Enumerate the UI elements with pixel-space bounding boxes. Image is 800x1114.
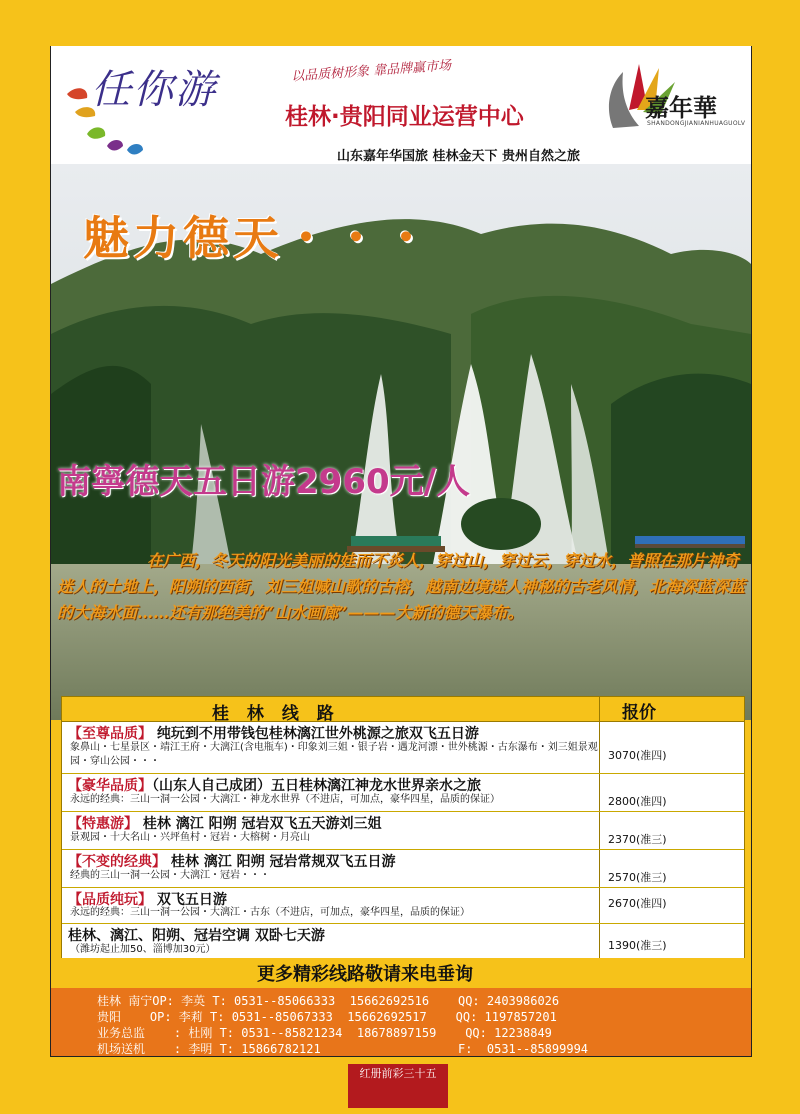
footer-tag-text: 红册前彩三十五 (359, 1067, 437, 1080)
route-tag: 【不变的经典】 (68, 854, 166, 870)
route-name: 桂林、漓江、阳朔、冠岩空调 双卧七天游 (68, 928, 325, 944)
contact-line: 业务总监 : 杜刚 T: 0531--85821234 18678897159 QQ: 12238849 (97, 1026, 552, 1040)
route-detail: 永远的经典：三山一洞一公园・大漓江・神龙水世界（不进店，可加点，豪华四星，品质的保证） (70, 794, 500, 805)
right-logo-text: 嘉年華 (645, 93, 717, 122)
route-tag: 【至尊品质】 (68, 726, 152, 742)
route-title (68, 813, 382, 833)
brand-name: 任你游 (91, 67, 217, 113)
route-detail: 景观园・十大名山・兴坪鱼村・冠岩・大榕树・月亮山 (70, 832, 310, 843)
table-row (62, 811, 744, 850)
table-row (62, 721, 744, 774)
route-detail: 经典的三山一洞一公园・大漓江・冠岩・・・ (70, 870, 270, 881)
route-table (61, 696, 745, 960)
contact-bar (51, 988, 751, 1056)
center-title: 桂林·贵阳同业运营中心 (285, 104, 524, 130)
route-name: 桂林 漓江 阳朔 冠岩双飞五天游刘三姐 (142, 816, 382, 832)
hero-title: 魅力德天・・・ (83, 211, 433, 265)
right-logo-sub: SHANDONGJIANIANHUAGUOLV (647, 120, 746, 127)
route-name: 桂林 漓江 阳朔 冠岩常规双飞五日游 (170, 854, 396, 870)
route-price: 2800(准四) (608, 795, 667, 808)
route-price: 2370(准三) (608, 833, 667, 846)
route-title (68, 723, 479, 743)
route-detail: （潍坊起止加50、淄博加30元） (70, 944, 216, 955)
route-detail: 象鼻山・七星景区・靖江王府・大漓江(含电瓶车)・印象刘三姐・银子岩・遇龙河漂・世外桃源・古东瀑布・刘三姐景观园・穿山公园・・・ (70, 742, 598, 767)
contact-line: 贵阳 OP: 李莉 T: 0531--85067333 15662692517 QQ: 1197857201 (97, 1010, 557, 1024)
poster (50, 46, 752, 1057)
footer-tag (348, 1064, 448, 1108)
slogan: 以品质树形象 靠品牌赢市场 (290, 58, 452, 85)
sub-bar (51, 144, 751, 164)
price-header: 报价 (622, 703, 656, 723)
table-row (62, 923, 744, 958)
waterfall-photo (51, 164, 751, 720)
route-tag: 【品质纯玩】 (68, 892, 152, 908)
route-title (68, 925, 325, 945)
table-row (62, 887, 744, 924)
price-banner: 南寧德天五日游2960元/人 (57, 462, 471, 502)
route-detail: 永远的经典：三山一洞一公园・大漓江・古东（不进店，可加点，豪华四星，品质的保证） (70, 907, 470, 918)
route-name: 纯玩到不用带钱包桂林漓江世外桃源之旅双飞五日游 (156, 726, 479, 742)
table-row (62, 849, 744, 888)
more-routes-bar (51, 958, 751, 986)
route-title (68, 775, 481, 795)
route-header: 桂 林 线 路 (212, 704, 340, 724)
route-tag: 【豪华品质】 (68, 778, 152, 794)
route-price: 2570(准三) (608, 871, 667, 884)
table-header (62, 697, 744, 722)
route-price: 1390(准三) (608, 939, 667, 952)
contact-line: 机场送机 : 李明 T: 15866782121 F: 0531--85899994 (97, 1042, 589, 1056)
route-price: 2670(准四) (608, 897, 667, 910)
intro-text: 在广西，冬天的阳光美丽的娃而不炎人，穿过山，穿过云，穿过水，普照在那片神奇迷人的土地上，阳朔的西街，刘三姐喊山歌的古榕，越南边境迷人神秘的古老风情，北海深蓝深蓝的大海水面……还有那绝美的“山水画廊”———大新的德天瀑布。 (57, 551, 746, 622)
route-name: （山东人自己成团）五日桂林漓江神龙水世界亲水之旅 (152, 778, 481, 794)
more-routes-text: 更多精彩线路敬请来电垂询 (257, 964, 473, 985)
route-price: 3070(准四) (608, 749, 667, 762)
route-title (68, 851, 396, 871)
sub-bar-text: 山东嘉年华国旅 桂林金天下 贵州自然之旅 (337, 149, 581, 164)
route-tag: 【特惠游】 (68, 816, 138, 832)
contact-line: 桂林 南宁OP: 李英 T: 0531--85066333 15662692516 QQ: 2403986026 (97, 994, 560, 1008)
table-row (62, 773, 744, 812)
header (51, 46, 751, 164)
route-name: 双飞五日游 (156, 892, 227, 908)
